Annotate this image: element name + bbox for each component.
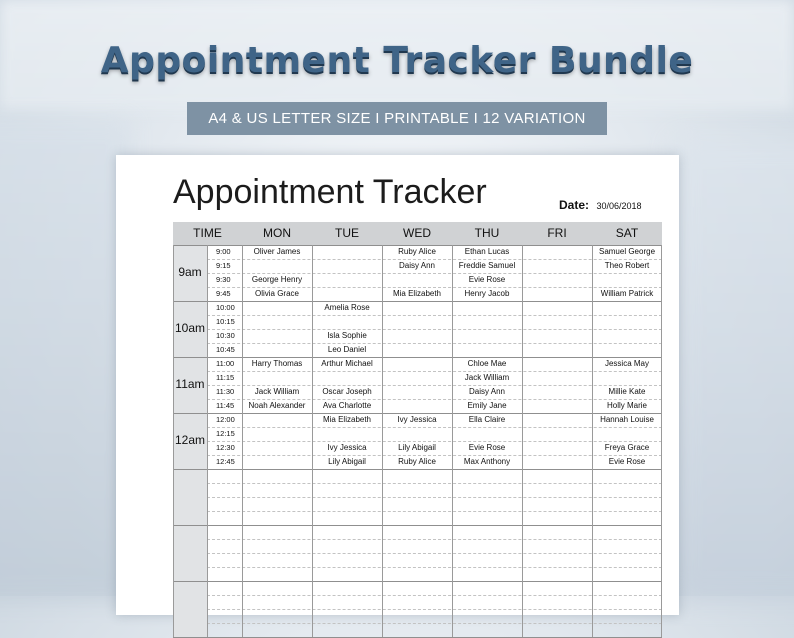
row-divider bbox=[207, 273, 662, 274]
column-divider bbox=[242, 245, 243, 637]
appointment-cell[interactable]: Evie Rose bbox=[468, 275, 506, 284]
column-header: TIME bbox=[173, 222, 242, 245]
appointment-cell[interactable]: Amelia Rose bbox=[324, 303, 370, 312]
time-slot: 11:45 bbox=[216, 401, 235, 410]
appointment-cell[interactable]: Jack William bbox=[254, 387, 300, 396]
appointment-cell[interactable]: Ivy Jessica bbox=[327, 443, 367, 452]
row-divider bbox=[207, 427, 662, 428]
appointment-cell[interactable]: Samuel George bbox=[598, 247, 656, 256]
row-divider bbox=[207, 259, 662, 260]
appointment-cell[interactable]: Ella Claire bbox=[468, 415, 506, 424]
row-divider bbox=[207, 343, 662, 344]
column-divider bbox=[173, 245, 174, 637]
time-slot: 11:30 bbox=[216, 387, 235, 396]
row-divider bbox=[207, 511, 662, 512]
appointment-cell[interactable]: Arthur Michael bbox=[321, 359, 373, 368]
appointment-cell[interactable]: Emily Jane bbox=[467, 401, 507, 410]
appointment-cell[interactable]: Olivia Grace bbox=[254, 289, 299, 298]
appointment-cell[interactable]: Freddie Samuel bbox=[458, 261, 516, 270]
column-header: TUE bbox=[312, 222, 382, 245]
date-area bbox=[559, 196, 642, 214]
column-divider bbox=[207, 245, 208, 637]
background-blur-right bbox=[674, 140, 794, 600]
column-header: WED bbox=[382, 222, 452, 245]
column-header: SAT bbox=[592, 222, 662, 245]
block-divider bbox=[173, 413, 662, 414]
time-slot: 11:15 bbox=[216, 373, 235, 382]
block-divider bbox=[173, 525, 662, 526]
bundle-title: Appointment Tracker Bundle bbox=[100, 40, 694, 81]
time-slot: 10:00 bbox=[216, 303, 235, 312]
row-divider bbox=[207, 623, 662, 624]
time-slot: 10:30 bbox=[216, 331, 235, 340]
appointment-cell[interactable]: Henry Jacob bbox=[464, 289, 510, 298]
sheet-title: Appointment Tracker bbox=[173, 173, 487, 211]
appointment-cell[interactable]: Max Anthony bbox=[463, 457, 511, 466]
background-blur-left bbox=[0, 120, 130, 600]
appointment-cell[interactable]: Noah Alexander bbox=[248, 401, 306, 410]
date-value: 30/06/2018 bbox=[596, 201, 642, 211]
appointment-cell[interactable]: Evie Rose bbox=[608, 457, 646, 466]
time-slot: 12:30 bbox=[216, 443, 235, 452]
row-divider bbox=[207, 399, 662, 400]
row-divider bbox=[207, 385, 662, 386]
column-divider bbox=[452, 245, 453, 637]
appointment-cell[interactable]: Ethan Lucas bbox=[464, 247, 510, 256]
appointment-cell[interactable]: William Patrick bbox=[600, 289, 654, 298]
block-divider bbox=[173, 469, 662, 470]
appointment-cell[interactable]: Mia Elizabeth bbox=[322, 415, 372, 424]
row-divider bbox=[207, 455, 662, 456]
hour-label: 9am bbox=[178, 265, 202, 279]
block-divider bbox=[173, 581, 662, 582]
appointment-cell[interactable]: Oscar Joseph bbox=[322, 387, 372, 396]
row-divider bbox=[207, 553, 662, 554]
hour-label: 11am bbox=[175, 377, 205, 391]
appointment-cell[interactable]: Ivy Jessica bbox=[397, 415, 437, 424]
block-divider bbox=[173, 357, 662, 358]
appointment-cell[interactable]: Lily Abigail bbox=[328, 457, 366, 466]
time-slot: 9:30 bbox=[216, 275, 231, 284]
appointment-cell[interactable]: Holly Marie bbox=[606, 401, 647, 410]
column-divider bbox=[661, 245, 662, 637]
time-slot: 11:00 bbox=[216, 359, 235, 368]
column-divider bbox=[382, 245, 383, 637]
appointment-cell[interactable]: Jessica May bbox=[604, 359, 649, 368]
time-slot: 9:00 bbox=[216, 247, 231, 256]
row-divider bbox=[207, 329, 662, 330]
column-header: THU bbox=[452, 222, 522, 245]
row-divider bbox=[207, 287, 662, 288]
appointment-cell[interactable]: George Henry bbox=[251, 275, 303, 284]
time-slot: 12:15 bbox=[216, 429, 235, 438]
column-divider bbox=[522, 245, 523, 637]
column-divider bbox=[312, 245, 313, 637]
row-divider bbox=[207, 483, 662, 484]
hour-label: 10am bbox=[174, 321, 206, 335]
appointment-cell[interactable]: Theo Robert bbox=[604, 261, 650, 270]
appointment-cell[interactable]: Daisy Ann bbox=[468, 387, 506, 396]
tracker-sheet bbox=[116, 155, 679, 615]
appointment-cell[interactable]: Ava Charlotte bbox=[322, 401, 372, 410]
appointment-table bbox=[173, 222, 662, 637]
row-divider bbox=[207, 609, 662, 610]
column-header: FRI bbox=[522, 222, 592, 245]
time-slot: 9:15 bbox=[216, 261, 231, 270]
subtitle-banner: A4 & US LETTER SIZE I PRINTABLE I 12 VARIATION bbox=[187, 102, 607, 135]
appointment-cell[interactable]: Daisy Ann bbox=[398, 261, 436, 270]
row-divider bbox=[207, 371, 662, 372]
date-label: Date: bbox=[559, 198, 590, 212]
appointment-cell[interactable]: Ruby Alice bbox=[398, 457, 436, 466]
column-divider bbox=[592, 245, 593, 637]
appointment-cell[interactable]: Jack William bbox=[464, 373, 510, 382]
block-divider bbox=[173, 301, 662, 302]
appointment-cell[interactable]: Harry Thomas bbox=[251, 359, 303, 368]
appointment-cell[interactable]: Evie Rose bbox=[468, 443, 506, 452]
appointment-cell[interactable]: Hannah Louise bbox=[600, 415, 654, 424]
hour-label: 12am bbox=[174, 433, 206, 447]
appointment-cell[interactable]: Chloe Mae bbox=[467, 359, 507, 368]
appointment-cell[interactable]: Ruby Alice bbox=[398, 247, 436, 256]
row-divider bbox=[207, 497, 662, 498]
appointment-cell[interactable]: Isla Sophie bbox=[327, 331, 367, 340]
appointment-cell[interactable]: Mia Elizabeth bbox=[392, 289, 442, 298]
column-header: MON bbox=[242, 222, 312, 245]
appointment-cell[interactable]: Leo Daniel bbox=[327, 345, 367, 354]
appointment-cell[interactable]: Oliver James bbox=[253, 247, 301, 256]
appointment-cell[interactable]: Lily Abigail bbox=[398, 443, 436, 452]
header-divider bbox=[173, 245, 662, 246]
time-slot: 10:15 bbox=[216, 317, 235, 326]
row-divider bbox=[207, 315, 662, 316]
appointment-cell[interactable]: Millie Kate bbox=[608, 387, 646, 396]
time-slot: 12:00 bbox=[216, 415, 235, 424]
time-slot: 12:45 bbox=[216, 457, 235, 466]
row-divider bbox=[207, 539, 662, 540]
appointment-cell[interactable]: Freya Grace bbox=[604, 443, 650, 452]
time-slot: 9:45 bbox=[216, 289, 231, 298]
time-slot: 10:45 bbox=[216, 345, 235, 354]
row-divider bbox=[207, 567, 662, 568]
row-divider bbox=[207, 441, 662, 442]
